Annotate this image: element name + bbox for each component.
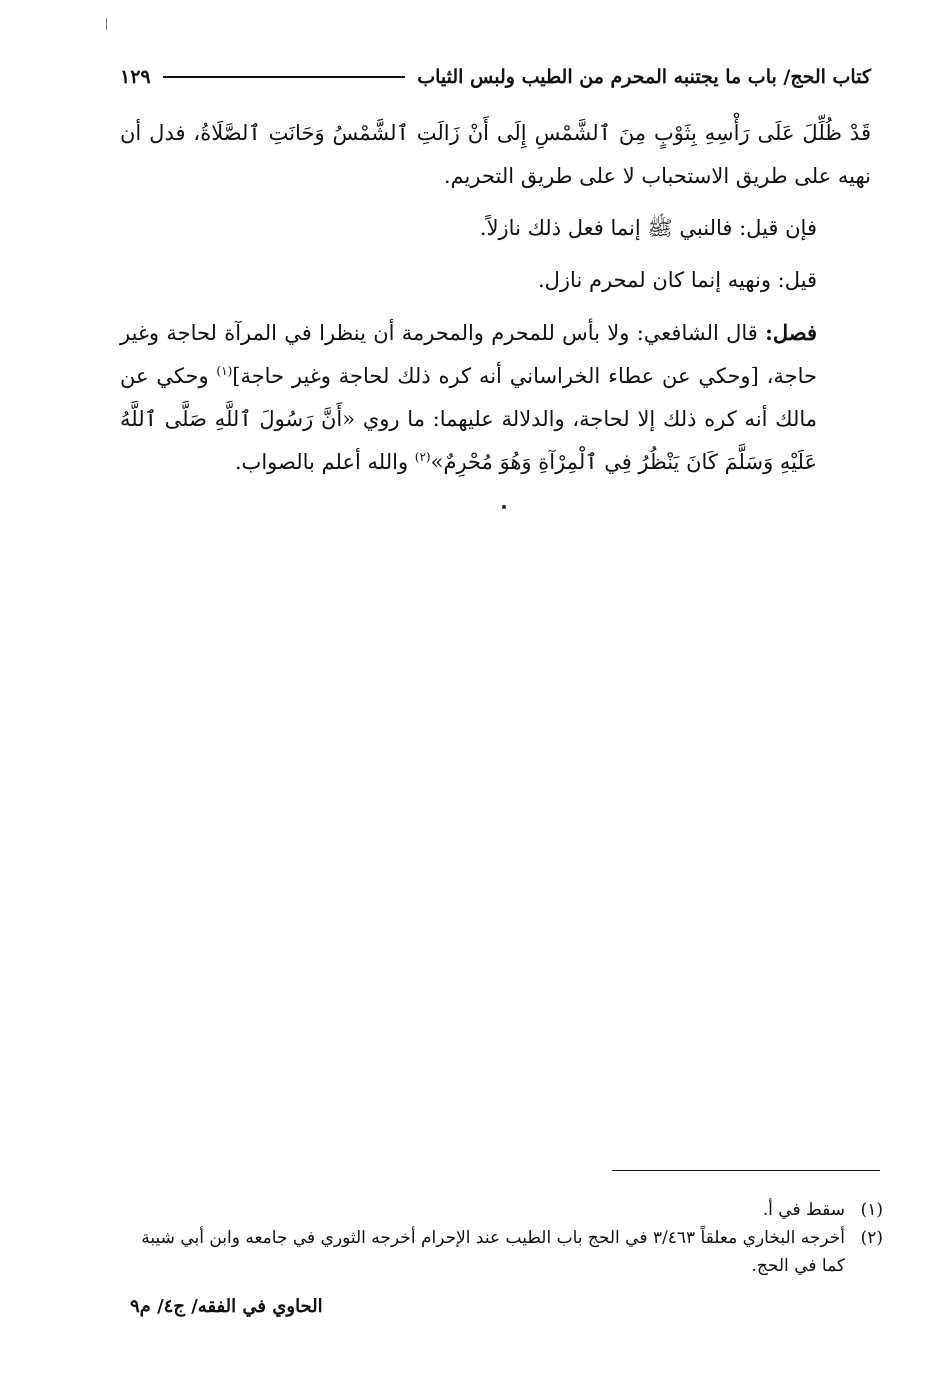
footer-signature: الحاوي في الفقه/ ج٤/ م٩ [130,1296,323,1317]
footnote-1-marker: (١) [860,1200,883,1220]
footnote-separator [612,1170,880,1171]
paragraph-4-text-a: قال الشافعي: ولا بأس للمحرم والمحرمة أن ينظرا في المرآة لحاجة وغير حاجة، [وحكي عن عطاء الخراساني أنه كره ذلك لحاجة وغير حاجة] [120,321,817,388]
paragraph-4 [120,311,871,484]
section-lead: فصل: [765,320,817,345]
footnote-1-text: سقط في أ. [762,1200,845,1220]
running-header [120,60,871,94]
paragraph-2-text: فإن قيل: فالنبي ﷺ إنما فعل ذلك نازلاً. [479,216,817,240]
header-rule [163,76,406,78]
footnote-2-text: أخرجه البخاري معلقاً ٣/٤٦٣ في الحج باب الطيب عند الإحرام أخرجه الثوري في جامعه وابن أبي شيبة كما في الحج. [141,1228,845,1276]
footnote-2-marker: (٢) [860,1228,883,1248]
chapter-title: كتاب الحج/ باب ما يجتنبه المحرم من الطيب ولبس الثياب [417,66,871,88]
footnote-ref-2[interactable]: (٢) [414,450,431,464]
paragraph-3 [120,259,871,302]
footnote-1 [130,1196,883,1224]
footnotes [130,1196,883,1280]
paragraph-3-text: قيل: ونهيه إنما كان لمحرم نازل. [537,268,817,292]
stray-dot [502,505,506,509]
paragraph-4-text-c: والله أعلم بالصواب. [234,450,415,474]
paragraph-4-text-b: وحكي عن مالك أنه كره ذلك إلا لحاجة، والدلالة عليهما: ما روي «أَنَّ رَسُولَ ٱللَّهِ صَلَّى ٱللَّهُ عَلَيْهِ وَسَلَّمَ كَانَ يَنْظُرُ فِي ٱلْمِرْآةِ وَهُوَ مُحْرِمٌ» [120,364,817,474]
page-number: ١٢٩ [120,66,151,88]
footnote-ref-1[interactable]: (١) [216,364,233,378]
scan-mark [106,18,107,30]
paragraph-1 [120,112,871,198]
main-text [120,112,871,493]
paragraph-2 [120,207,871,250]
footnote-2 [130,1224,883,1280]
paragraph-1-text: قَدْ ظُلِّلَ عَلَى رَأْسِهِ بِثَوْبٍ مِنَ ٱلشَّمْسِ إِلَى أَنْ زَالَتِ ٱلشَّمْسُ وَحَانَتِ ٱلصَّلَاةُ، فدل أن نهيه على طريق الاستحباب لا على طريق التحريم. [120,121,871,188]
